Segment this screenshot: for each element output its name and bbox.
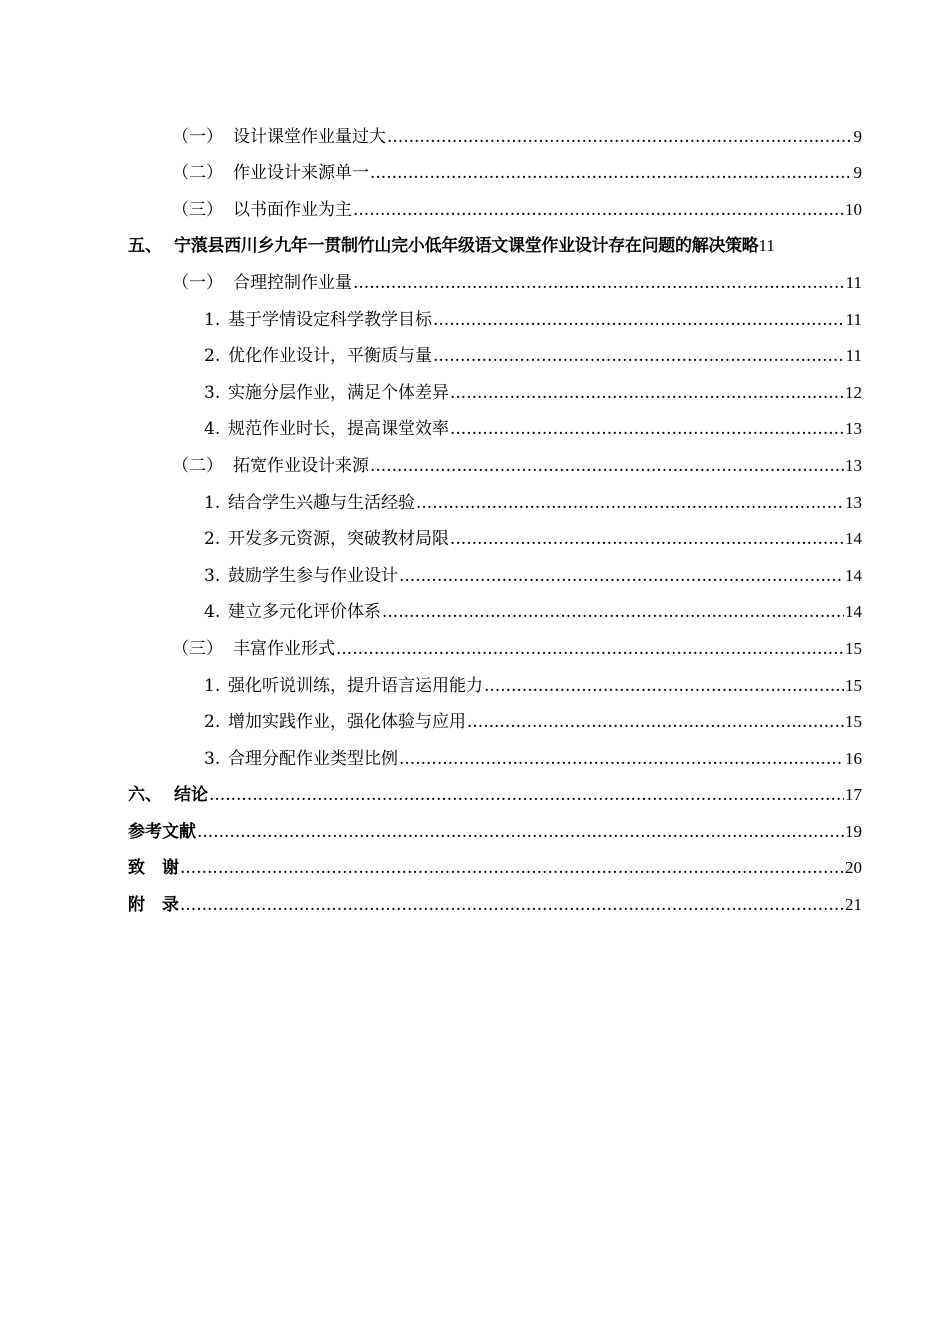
toc-entry-page: 11 (758, 236, 775, 256)
toc-entry-number: （二） (172, 455, 223, 476)
toc-entry[interactable] (128, 769, 862, 806)
toc-entry[interactable] (128, 220, 862, 257)
toc-entry-page: 11 (845, 309, 862, 329)
toc-entry[interactable] (128, 366, 862, 403)
toc-entry[interactable] (128, 439, 862, 476)
dot-leader (353, 200, 844, 220)
toc-entry[interactable] (128, 842, 862, 879)
toc-entry-number: 4. (204, 419, 221, 440)
toc-entry-title: 优化作业设计，平衡质与量 (228, 346, 432, 367)
toc-entry-number: 五、 (128, 236, 162, 257)
toc-entry[interactable] (128, 183, 862, 220)
toc-entry[interactable] (128, 805, 862, 842)
toc-entry-number: 1. (204, 675, 221, 696)
toc-entry-page: 12 (845, 382, 862, 402)
toc-entry-title: 合理控制作业量 (233, 272, 352, 293)
toc-entry-title: 结合学生兴趣与生活经验 (228, 492, 415, 513)
toc-entry-page: 13 (845, 419, 862, 439)
toc-entry[interactable] (128, 147, 862, 184)
toc-entry[interactable] (128, 659, 862, 696)
dot-leader (180, 895, 844, 915)
toc-entry-page: 14 (845, 529, 862, 549)
toc-entry-page: 10 (845, 199, 862, 219)
dot-leader (433, 346, 845, 366)
toc-entry-number: 3. (204, 565, 221, 586)
toc-entry-title: 致 谢 (128, 858, 179, 879)
toc-entry-title: 建立多元化评价体系 (228, 602, 381, 623)
toc-entry-number: （一） (172, 272, 223, 293)
toc-entry[interactable] (128, 403, 862, 440)
toc-entry-page: 19 (845, 821, 862, 841)
toc-entry-page: 11 (845, 346, 862, 366)
toc-entry-title: 作业设计来源单一 (233, 163, 369, 184)
toc-entry-page: 15 (845, 675, 862, 695)
toc-entry[interactable] (128, 622, 862, 659)
toc-entry-title: 基于学情设定科学教学目标 (228, 309, 432, 330)
toc-entry-page: 15 (845, 712, 862, 732)
toc-entry-title: 强化听说训练，提升语言运用能力 (228, 675, 483, 696)
toc-entry-page: 13 (845, 455, 862, 475)
toc-entry[interactable] (128, 586, 862, 623)
dot-leader (450, 419, 844, 439)
toc-entry[interactable] (128, 513, 862, 550)
toc-entry-number: （二） (172, 163, 223, 184)
toc-entry-title: 鼓励学生参与作业设计 (228, 565, 398, 586)
toc-entry-page: 14 (845, 602, 862, 622)
toc-entry-number: 2. (204, 346, 221, 367)
toc-entry-number: 2. (204, 529, 221, 550)
toc-entry[interactable] (128, 110, 862, 147)
toc-entry-page: 14 (845, 565, 862, 585)
dot-leader (209, 785, 844, 805)
toc-entry-title: 增加实践作业，强化体验与应用 (228, 712, 466, 733)
toc-entry-title: 参考文献 (128, 821, 196, 842)
toc-entry[interactable] (128, 878, 862, 915)
toc-entry[interactable] (128, 293, 862, 330)
toc-entry-page: 21 (845, 895, 862, 915)
toc-entry[interactable] (128, 732, 862, 769)
dot-leader (387, 127, 853, 147)
toc-entry-title: 宁蒗县西川乡九年一贯制竹山完小低年级语文课堂作业设计存在问题的解决策略 (174, 236, 759, 257)
toc-entry-number: （三） (172, 199, 223, 220)
toc-entry-title: 丰富作业形式 (233, 638, 335, 659)
dot-leader (370, 163, 853, 183)
toc-entry-page: 11 (845, 272, 862, 292)
toc-entry-page: 20 (845, 858, 862, 878)
dot-leader (399, 749, 844, 769)
dot-leader (370, 456, 844, 476)
toc-entry-title: 以书面作业为主 (233, 199, 352, 220)
toc-entry-page: 15 (845, 638, 862, 658)
toc-entry-number: 4. (204, 602, 221, 623)
toc-entry-page: 17 (845, 785, 862, 805)
toc-entry-page: 9 (853, 163, 862, 183)
toc-entry-page: 16 (845, 748, 862, 768)
dot-leader (484, 676, 844, 696)
toc-entry[interactable] (128, 256, 862, 293)
dot-leader (416, 493, 844, 513)
toc-entry-number: （三） (172, 638, 223, 659)
toc-entry-title: 结论 (174, 785, 208, 806)
toc-entry-page: 13 (845, 492, 862, 512)
toc-entry-number: 3. (204, 748, 221, 769)
toc-entry-title: 合理分配作业类型比例 (228, 748, 398, 769)
toc-entry-title: 开发多元资源，突破教材局限 (228, 529, 449, 550)
toc-entry-number: 1. (204, 492, 221, 513)
toc-entry[interactable] (128, 476, 862, 513)
toc-entry-page: 9 (853, 126, 862, 146)
dot-leader (467, 712, 844, 732)
dot-leader (450, 529, 844, 549)
dot-leader (399, 566, 844, 586)
dot-leader (197, 822, 844, 842)
toc-entry-title: 设计课堂作业量过大 (233, 126, 386, 147)
toc-entry[interactable] (128, 549, 862, 586)
dot-leader (180, 858, 844, 878)
toc-entry-title: 规范作业时长，提高课堂效率 (228, 419, 449, 440)
toc-entry-title: 拓宽作业设计来源 (233, 455, 369, 476)
dot-leader (353, 273, 845, 293)
toc-entry[interactable] (128, 330, 862, 367)
table-of-contents (128, 110, 862, 915)
toc-entry-number: （一） (172, 126, 223, 147)
toc-entry-title: 附 录 (128, 895, 179, 916)
dot-leader (382, 602, 844, 622)
dot-leader (433, 310, 845, 330)
toc-entry-number: 3. (204, 382, 221, 403)
dot-leader (336, 639, 844, 659)
toc-entry-number: 六、 (128, 785, 162, 806)
toc-entry[interactable] (128, 696, 862, 733)
toc-entry-title: 实施分层作业，满足个体差异 (228, 382, 449, 403)
dot-leader (450, 383, 844, 403)
toc-entry-number: 2. (204, 712, 221, 733)
toc-entry-number: 1. (204, 309, 221, 330)
